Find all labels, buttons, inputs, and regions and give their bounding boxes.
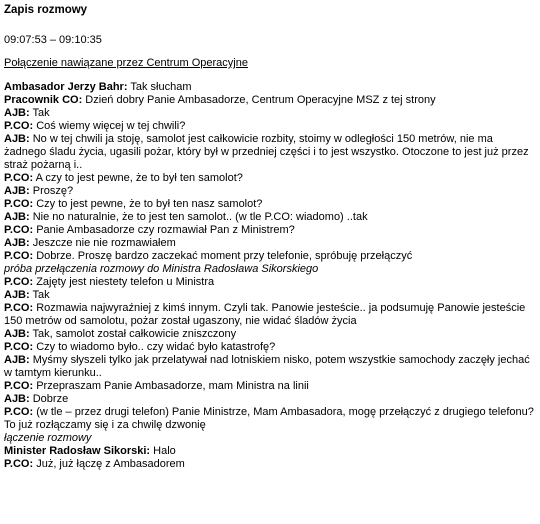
- transcript-line: [4, 81, 535, 94]
- speaker-label: P.CO:: [4, 276, 34, 288]
- utterance-text: Jeszcze nie nie rozmawiałem: [29, 237, 176, 249]
- transcript-note: łączenie rozmowy: [4, 432, 92, 444]
- transcript-line: [4, 185, 535, 198]
- speaker-label: P.CO:: [4, 341, 34, 353]
- speaker-label: AJB:: [4, 393, 30, 405]
- utterance-text: No w tej chwili ja stoję, samolot jest całkowicie rozbity, stoimy w odległości 150 metrów, nie ma żadnego śladu życia, ugasili pożar, który był w przedniej części i to jest wszystko. Otoczone to jest już przez straż pożarną i..: [4, 133, 529, 171]
- utterance-text: Przepraszam Panie Ambasadorze, mam Ministra na linii: [33, 380, 309, 392]
- utterance-text: Nie no naturalnie, że to jest ten samolot.. (w tle P.CO: wiadomo) ..tak: [29, 211, 368, 223]
- utterance-text: Tak, samolot został całkowicie zniszczony: [29, 328, 237, 340]
- speaker-label: P.CO:: [4, 224, 34, 236]
- utterance-text: Już, już łączę z Ambasadorem: [33, 458, 185, 470]
- utterance-text: Rozmawia najwyraźniej z kimś innym. Czyli tak. Panowie jesteście.. ja podsumuję Panowie jesteście 150 metrów od samolotu, pożar został ugaszony, nie widać śladów życia: [4, 302, 526, 327]
- speaker-label: P.CO:: [4, 250, 34, 262]
- speaker-label: AJB:: [4, 289, 30, 301]
- transcript-line: [4, 94, 535, 107]
- utterance-text: Czy to jest pewne, że to był ten nasz samolot?: [33, 198, 263, 210]
- speaker-label: AJB:: [4, 107, 30, 119]
- page-title: Zapis rozmowy: [4, 4, 88, 16]
- transcript-line: [4, 133, 535, 172]
- speaker-label: AJB:: [4, 133, 30, 145]
- utterance-text: (w tle – przez drugi telefon) Panie Ministrze, Mam Ambasadora, mogę przełączyć z drugiego telefonu? To już rozłączamy się i za chwilę dzwonię: [4, 406, 534, 431]
- speaker-label: P.CO:: [4, 172, 34, 184]
- transcript-line: [4, 445, 535, 458]
- speaker-label: P.CO:: [4, 380, 34, 392]
- speaker-label: P.CO:: [4, 406, 34, 418]
- speaker-label: AJB:: [4, 211, 30, 223]
- transcript-line: [4, 120, 535, 133]
- utterance-text: Halo: [150, 445, 176, 457]
- utterance-text: Tak: [29, 107, 50, 119]
- connection-note: Połączenie nawiązane przez Centrum Operacyjne: [4, 57, 248, 69]
- transcript-line: [4, 354, 535, 380]
- time-range: 09:07:53 – 09:10:35: [4, 34, 102, 46]
- utterance-text: Tak słucham: [127, 81, 192, 93]
- speaker-label: AJB:: [4, 328, 30, 340]
- transcript-line: [4, 224, 535, 237]
- utterance-text: Myśmy słyszeli tylko jak przelatywał nad lotniskiem nisko, potem wszystkie samochody zaczęły jechać w tamtym kierunku..: [4, 354, 530, 379]
- transcript-line: [4, 328, 535, 341]
- utterance-text: Tak: [29, 289, 50, 301]
- speaker-label: Pracownik CO:: [4, 94, 83, 106]
- transcript-line: [4, 211, 535, 224]
- utterance-text: A czy to jest pewne, że to był ten samolot?: [33, 172, 243, 184]
- speaker-label: P.CO:: [4, 302, 34, 314]
- transcript-line: [4, 198, 535, 211]
- transcript-line: [4, 289, 535, 302]
- speaker-label: AJB:: [4, 237, 30, 249]
- speaker-label: P.CO:: [4, 198, 34, 210]
- utterance-text: Coś wiemy więcej w tej chwili?: [33, 120, 186, 132]
- speaker-label: AJB:: [4, 354, 30, 366]
- transcript-lines: [4, 81, 535, 471]
- transcript-line: [4, 276, 535, 289]
- transcript-line: [4, 380, 535, 393]
- utterance-text: Panie Ambasadorze czy rozmawiał Pan z Ministrem?: [33, 224, 295, 236]
- speaker-label: P.CO:: [4, 458, 34, 470]
- transcript-line: [4, 458, 535, 471]
- transcript-line: [4, 237, 535, 250]
- utterance-text: Czy to wiadomo było.. czy widać było katastrofę?: [33, 341, 276, 353]
- transcript-line: [4, 107, 535, 120]
- transcript-line: [4, 341, 535, 354]
- transcript-line: [4, 393, 535, 406]
- speaker-label: AJB:: [4, 185, 30, 197]
- transcript-line: [4, 406, 535, 432]
- utterance-text: Zajęty jest niestety telefon u Ministra: [33, 276, 215, 288]
- utterance-text: Dobrze. Proszę bardzo zaczekać moment przy telefonie, spróbuję przełączyć: [33, 250, 413, 262]
- speaker-label: Ambasador Jerzy Bahr:: [4, 81, 128, 93]
- utterance-text: Dobrze: [29, 393, 69, 405]
- transcript-note: próba przełączenia rozmowy do Ministra Radosława Sikorskiego: [4, 263, 319, 275]
- transcript-line: [4, 302, 535, 328]
- utterance-text: Proszę?: [29, 185, 74, 197]
- transcript-line: [4, 172, 535, 185]
- speaker-label: P.CO:: [4, 120, 34, 132]
- speaker-label: Minister Radosław Sikorski:: [4, 445, 151, 457]
- utterance-text: Dzień dobry Panie Ambasadorze, Centrum Operacyjne MSZ z tej strony: [82, 94, 436, 106]
- transcript-line: [4, 250, 535, 263]
